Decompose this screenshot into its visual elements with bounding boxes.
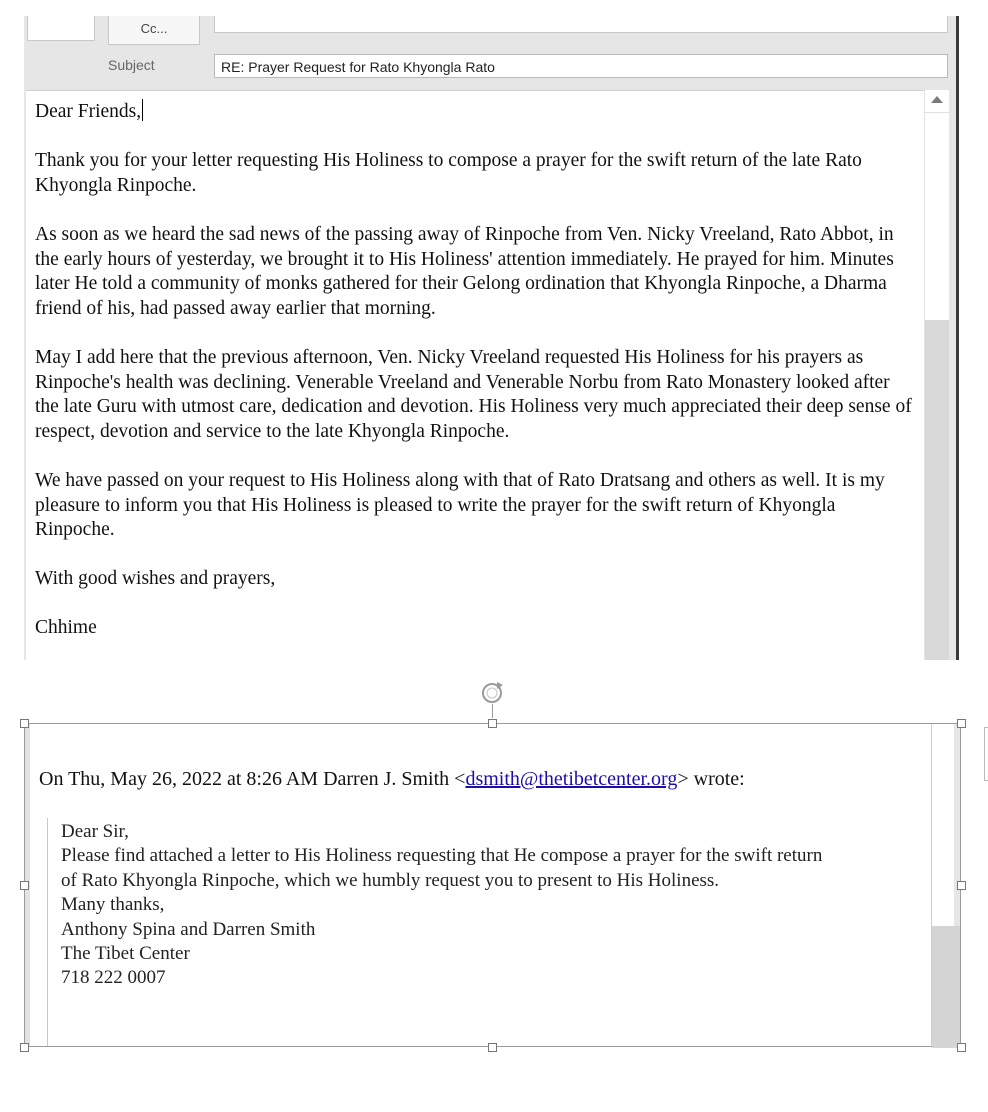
resize-handle-left[interactable]	[20, 881, 29, 890]
subject-input[interactable]: RE: Prayer Request for Rato Khyongla Rato	[214, 54, 948, 78]
quoted-line: 718 222 0007	[61, 967, 166, 989]
window-edge	[956, 16, 959, 660]
quoted-line: Please find attached a letter to His Holiness requesting that He compose a prayer for the swift return	[61, 845, 823, 867]
body-paragraph: We have passed on your request to His Holiness along with that of Rato Dratsang and others as well. It is my pleasure to inform you that His Holiness is pleased to write the prayer for the swift return of Khyongla Rinpoche.	[35, 469, 885, 541]
resize-handle-top-left[interactable]	[20, 719, 29, 728]
scrollbar-thumb-top	[925, 112, 949, 113]
resize-handle-bottom[interactable]	[488, 1043, 497, 1052]
quote-attribution: On Thu, May 26, 2022 at 8:26 AM Darren J. Smith <dsmith@thetibetcenter.org> wrote:	[39, 768, 745, 790]
resize-handle-top-right[interactable]	[957, 719, 966, 728]
cc-input[interactable]	[214, 16, 948, 33]
rotate-stem	[492, 704, 493, 718]
resize-handle-bottom-right[interactable]	[957, 1043, 966, 1052]
subject-label: Subject	[108, 57, 155, 73]
frame-scrollbar-track	[932, 926, 960, 1048]
body-paragraph: Thank you for your letter requesting His Holiness to compose a prayer for the swift return of the late Rato Khyongla Rinpoche.	[35, 150, 862, 196]
body-paragraph: As soon as we heard the sad news of the passing away of Rinpoche from Ven. Nicky Vreeland, Rato Abbot, in the early hours of yesterday, we brought it to His Holiness' attention immediately. He prayed for him. Minutes later He told a community of monks gathered for their Gelong ordination that Khyongla Rinpoche, a Dharma friend of his, had passed away earlier that morning.	[35, 223, 894, 319]
quote-bar	[47, 818, 48, 1046]
to-field-partial[interactable]	[27, 16, 95, 41]
cc-button[interactable]: Cc...	[108, 16, 200, 45]
scroll-up-arrow-icon[interactable]	[931, 96, 943, 103]
sender-email-link[interactable]: dsmith@thetibetcenter.org	[465, 768, 678, 790]
scrollbar-track[interactable]	[925, 320, 949, 660]
resize-handle-right[interactable]	[957, 881, 966, 890]
text-caret	[142, 99, 143, 121]
message-body-text[interactable]	[35, 99, 917, 666]
frame-scrollbar	[931, 724, 960, 1046]
quoted-message	[61, 820, 822, 991]
compose-window	[24, 16, 958, 660]
quoted-line: Anthony Spina and Darren Smith	[61, 918, 316, 940]
quoted-line: Many thanks,	[61, 894, 165, 916]
body-paragraph: May I add here that the previous afternoon, Ven. Nicky Vreeland requested His Holiness for his prayers as Rinpoche's health was declining. Venerable Vreeland and Venerable Norbu from Rato Monastery looked after the late Guru with utmost care, dedication and devotion. His Holiness very much appreciated their deep sense of respect, devotion and service to the late Khyongla Rinpoche.	[35, 346, 912, 442]
resize-handle-top[interactable]	[488, 719, 497, 728]
layout-options-tab[interactable]	[984, 727, 988, 781]
body-scrollbar[interactable]	[924, 90, 949, 660]
resize-handle-bottom-left[interactable]	[20, 1043, 29, 1052]
rotate-handle-icon[interactable]	[478, 679, 506, 707]
quoted-line: of Rato Khyongla Rinpoche, which we humbly request you to present to His Holiness.	[61, 869, 720, 891]
body-paragraph: With good wishes and prayers,	[35, 568, 276, 590]
body-paragraph: Chhime	[35, 617, 97, 639]
quoted-line: Dear Sir,	[61, 821, 129, 842]
quoted-line: The Tibet Center	[61, 943, 190, 965]
message-body[interactable]	[26, 90, 924, 661]
body-paragraph: Dear Friends,	[35, 101, 142, 122]
